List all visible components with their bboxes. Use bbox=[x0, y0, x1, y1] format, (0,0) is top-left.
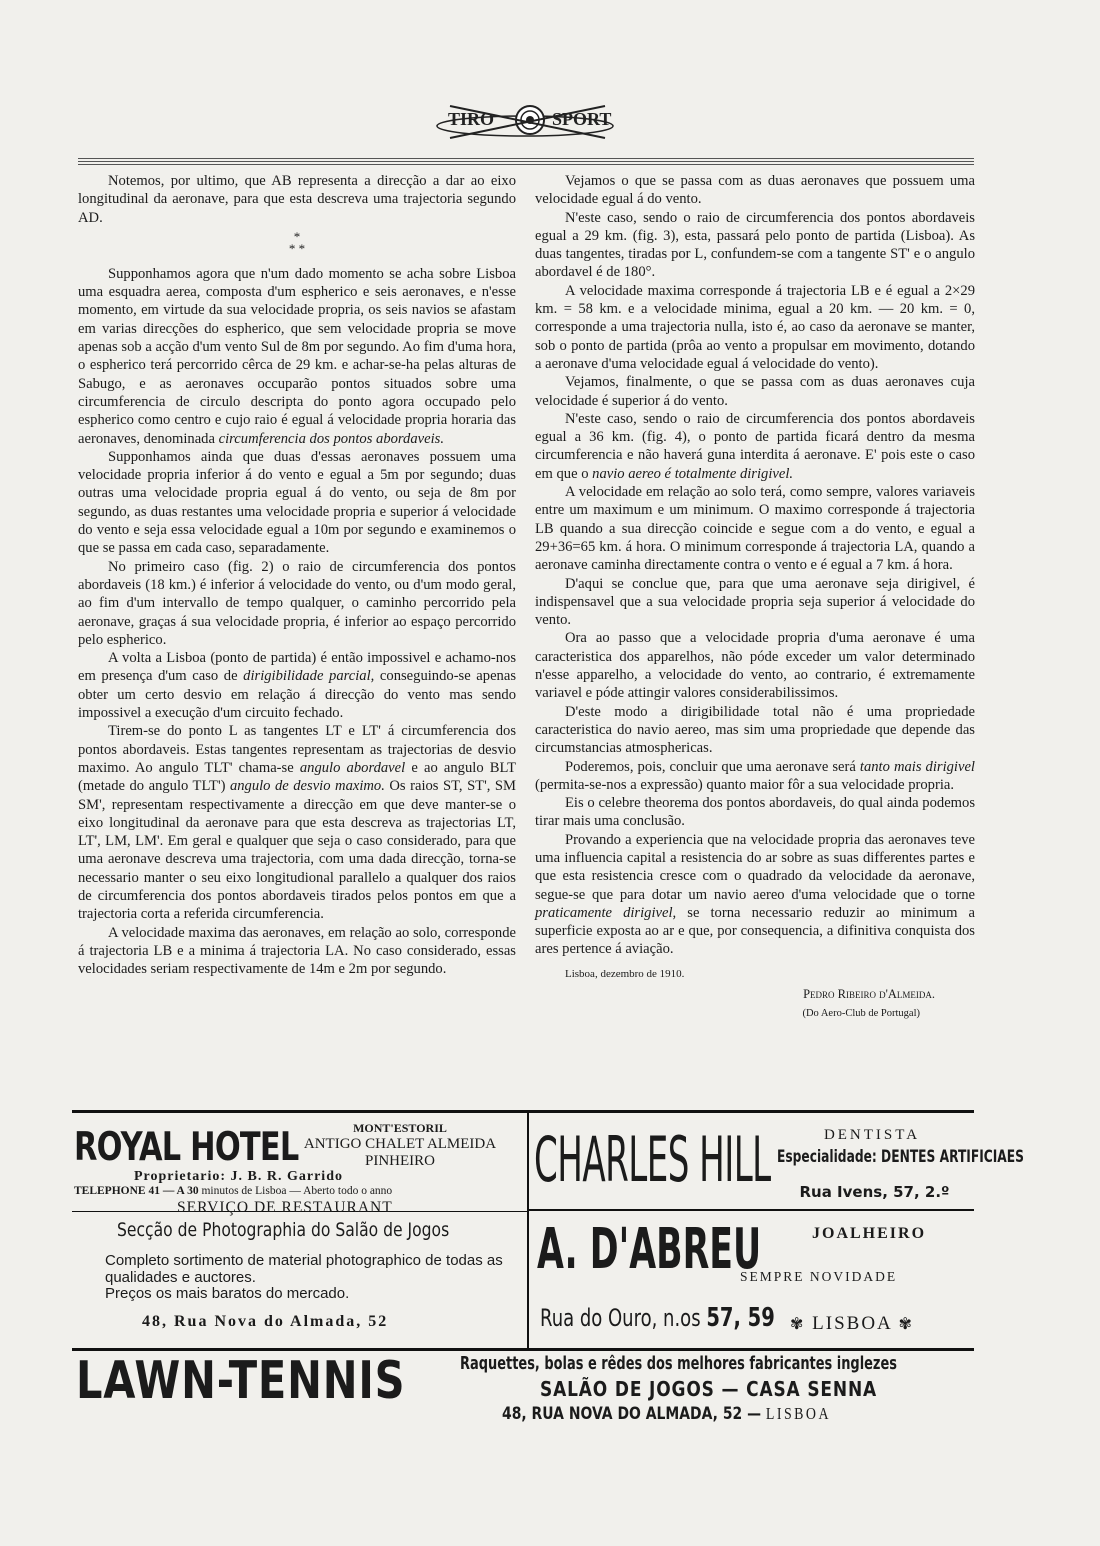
advertisements bbox=[72, 1110, 1024, 1445]
lawn-tennis-line3: 48, RUA NOVA DO ALMADA, 52 — LISBOA bbox=[502, 1404, 831, 1424]
royal-hotel-telephone: TELEPHONE 41 — A 30 minutos de Lisboa — Aberto todo o anno bbox=[74, 1185, 393, 1197]
paragraph: No primeiro caso (fig. 2) o raio de circumferencia dos pontos abordaveis (18 km.) é inferior á velocidade do vento, ou d'um modo geral, ao fim d'um intervallo de tempo qualquer, o caminho percorrido pela aeronave, graças á sua velocidade propria, é inferior ao espaço percorrido pelo espherico. bbox=[78, 558, 516, 648]
dabreu-address: Rua do Ouro, n.os 57, 59 bbox=[540, 1303, 775, 1333]
paragraph: Provando a experiencia que na velocidade propria das aeronaves teve uma influencia capital a resistencia do ar sobre as suas differentes partes e que esta resistencia cresce com o quadrado da velocidade da aeronave, segue-se que para dotar um navio aereo d'uma velocidade que o torne praticamente dirigivel, se torna necessario reduzir ao minimum a superficie exposta ao ar e que, por consequencia, a difinitiva conquista dos ares pertence á aviação. bbox=[535, 831, 975, 958]
charles-hill-address: Rua Ivens, 57, 2.º bbox=[799, 1183, 950, 1201]
charles-hill-name: CHARLES HILL bbox=[534, 1123, 771, 1196]
masthead-logo bbox=[430, 98, 620, 148]
dabreu-city: ✾ LISBOA ✾ bbox=[790, 1313, 914, 1334]
paragraph: Supponhamos agora que n'um dado momento se acha sobre Lisboa uma esquadra aerea, composta d'um espherico e seis aeronaves, e n'esse momento, em virtude da sua velocidade propria, os seis navios se afastam em varias direcções do espherico, que sem velocidade propria se move apenas sob a acção d'um vento Sul de 8m por segundo. Ao fim d'uma hora, o espherico terá percorrido cêrca de 29 km. e achar-se-ha pelas alturas de Sabugo, e as aeronaves occuparão pontos situados sobre uma circumferencia de circulo descripta do ponto agora occupado pelo espherico como centro e cujo raio é egual á velocidade propria horaria das aeronaves, denominada circumferencia dos pontos abordaveis. bbox=[78, 265, 516, 447]
charles-hill-specialty: Especialidade: DENTES ARTIFICIAES bbox=[777, 1147, 1024, 1167]
svg-text:SPORT: SPORT bbox=[552, 109, 612, 129]
svg-text:TIRO: TIRO bbox=[448, 109, 495, 129]
paragraph: N'este caso, sendo o raio de circumferencia dos pontos abordaveis egual a 29 km. (fig. 3), esta, passará pelo ponto de partida (Lisboa). As duas tangentes, tiradas por L, confundem-se com a tangente ST' e o angulo abordavel é de 180°. bbox=[535, 209, 975, 281]
paragraph: A velocidade em relação ao solo terá, como sempre, valores variaveis entre um maximum e um minimum. O maximo corresponde á trajectoria LB quando a sua direcção coincide e segue com a do vento, e egual a 29+36=65 km. á hora. O minimum corresponde á trajectoria LA, quando a aeronave caminha directamente contra o vento e é egual a 7 km. á hora. bbox=[535, 484, 975, 574]
paragraph: Notemos, por ultimo, que AB representa a direcção a dar ao eixo longitudinal da aeronave, para que esta descreva uma trajectoria segundo AD. bbox=[78, 173, 516, 226]
royal-hotel-location: MONT'ESTORIL ANTIGO CHALET ALMEIDA PINHEIRO bbox=[303, 1121, 497, 1169]
paragraph: A volta a Lisboa (ponto de partida) é então impossivel e achamo-nos em presença d'um caso de dirigibilidade parcial, conseguindo-se apenas obter um certo desvio em relação á direcção do vento mas sendo impossivel a execução d'um circuito fechado. bbox=[78, 650, 517, 722]
author-affiliation: (Do Aero-Club de Portugal) bbox=[802, 1008, 920, 1020]
paragraph: Tirem-se do ponto L as tangentes LT e LT' á circumferencia dos pontos abordaveis. Estas tangentes representam as trajectorias de desvio maximo. Ao angulo TLT' chama-se angulo abordavel e ao angulo BLT (metade do angulo TLT') angulo de desvio maximo. Os raios ST, ST', SM SM', representam respectivamente a direcção em que deve manter-se o eixo longitudinal da aeronave para que esta descreva as trajectorias LT, LT', LM, LM'. Em geral e qualquer que seja o caso considerado, para que uma aeronave descreva uma trajectoria, com uma dada direcção, torna-se necessario manter o seu eixo longitudional parallelo a qualquer dos raios de circumferencia dos pontos abordaveis tirados pelos pontos em que a trajectoria corta a referida circumferencia. bbox=[78, 723, 516, 923]
paragraph: Eis o celebre theorema dos pontos abordaveis, do qual ainda podemos tirar mais uma conclusão. bbox=[535, 795, 975, 830]
paragraph: D'este modo a dirigibilidade total não é uma propriedade caracteristica do navio aereo, mas sim uma propriedade que depende das circumstancias atmosphericas. bbox=[535, 703, 975, 757]
paragraph: Vejamos, finalmente, o que se passa com as duas aeronaves cuja velocidade é superior á do vento. bbox=[535, 374, 975, 409]
lawn-tennis-line1: Raquettes, bolas e rêdes dos melhores fabricantes inglezes bbox=[460, 1353, 897, 1374]
paragraph: A velocidade maxima corresponde á trajectoria LB e é egual a 2×29 km. = 58 km. e a velocidade minima, egual a 20 km. — 20 km. = 0, corresponde a uma trajectoria nulla, isto é, ao caso da aeronave se manter, sob o ponto de partida (prôa ao vento a propulsar em movimento, dotando a aeronave d'uma velocidade egual á velocidade do vento). bbox=[535, 282, 975, 372]
dateline: Lisboa, dezembro de 1910. bbox=[565, 967, 685, 980]
paragraph: A velocidade maxima das aeronaves, em relação ao solo, corresponde á trajectoria LB e a minima á trajectoria LA. No caso considerado, essas velocidades seriam respectivamente de 14m e 2m por segundo. bbox=[78, 924, 516, 978]
photo-ad-title: Secção de Photographia do Salão de Jogos bbox=[117, 1219, 450, 1241]
dabreu-name: A. D'ABREU bbox=[537, 1217, 762, 1282]
ad-divider-right bbox=[527, 1209, 974, 1211]
paragraph: N'este caso, sendo o raio de circumferencia dos pontos abordaveis egual a 36 km. (fig. 4), o ponto de partida ficará dentro da mesma circumferencia e não haverá guna interdita á aeronave. E' pois este o caso em que o navio aereo é totalmente dirigivel. bbox=[535, 410, 975, 482]
royal-hotel-proprietor: Proprietario: J. B. R. Garrido bbox=[134, 1169, 343, 1184]
author-signature: Pedro Ribeiro d'Almeida. bbox=[803, 987, 935, 1002]
paragraph: Poderemos, pois, concluir que uma aeronave será tanto mais dirigivel (permita-se-nos a expressão) quanto maior fôr a sua velocidade propria. bbox=[535, 758, 975, 793]
paragraph: D'aqui se conclue que, para que uma aeronave seja dirigivel, é indispensavel que a sua velocidade propria seja superior á velocidade do vento. bbox=[535, 575, 975, 629]
charles-hill-title: DENTISTA bbox=[823, 1127, 921, 1143]
paragraph: Vejamos o que se passa com as duas aeronaves que possuem uma velocidade egual á do vento. bbox=[535, 173, 975, 208]
flower-ornament-icon: ✾ bbox=[898, 1316, 914, 1333]
dabreu-title: JOALHEIRO bbox=[812, 1225, 927, 1242]
royal-hotel-name: ROYAL HOTEL bbox=[74, 1125, 299, 1170]
left-column bbox=[78, 172, 516, 978]
photo-ad-address: 48, Rua Nova do Almada, 52 bbox=[142, 1313, 389, 1330]
top-rule-3 bbox=[78, 164, 974, 165]
top-rule-2 bbox=[78, 161, 974, 162]
lawn-tennis-line2: SALÃO DE JOGOS — CASA SENNA bbox=[540, 1377, 878, 1401]
section-break: * * * bbox=[288, 228, 306, 256]
dabreu-tagline: SEMPRE NOVIDADE bbox=[740, 1269, 898, 1284]
paragraph: Supponhamos ainda que duas d'essas aeronaves possuem uma velocidade propria inferior á do vento e egual a 5m por segundo; duas outras uma velocidade propria egual á do vento, ou seja de 8m por segundo, as duas restantes uma velocidade propria e superior á velocidade do vento e seja essa velocidade egual a 10m por segundo e examinemos o que se passa em cada caso, separadamente. bbox=[78, 448, 516, 557]
royal-hotel-service: SERVIÇO DE RESTAURANT bbox=[177, 1199, 393, 1216]
lawn-tennis-title: LAWN-TENNIS bbox=[76, 1351, 406, 1411]
photo-ad-text: Completo sortimento de material photographico de todas as qualidades e auctores. Preços os mais baratos do mercado. bbox=[105, 1252, 503, 1302]
top-rule bbox=[78, 158, 974, 159]
flower-ornament-icon: ✾ bbox=[790, 1316, 806, 1333]
paragraph: Ora ao passo que a velocidade propria d'uma aeronave é uma caracteristica dos apparelhos, não póde exceder um valor determinado n'esse apparelho, a velocidade do vento, ao contrario, é extremamente variavel e póde attingir valores considerabilissimos. bbox=[535, 630, 975, 702]
right-column bbox=[535, 172, 975, 1024]
